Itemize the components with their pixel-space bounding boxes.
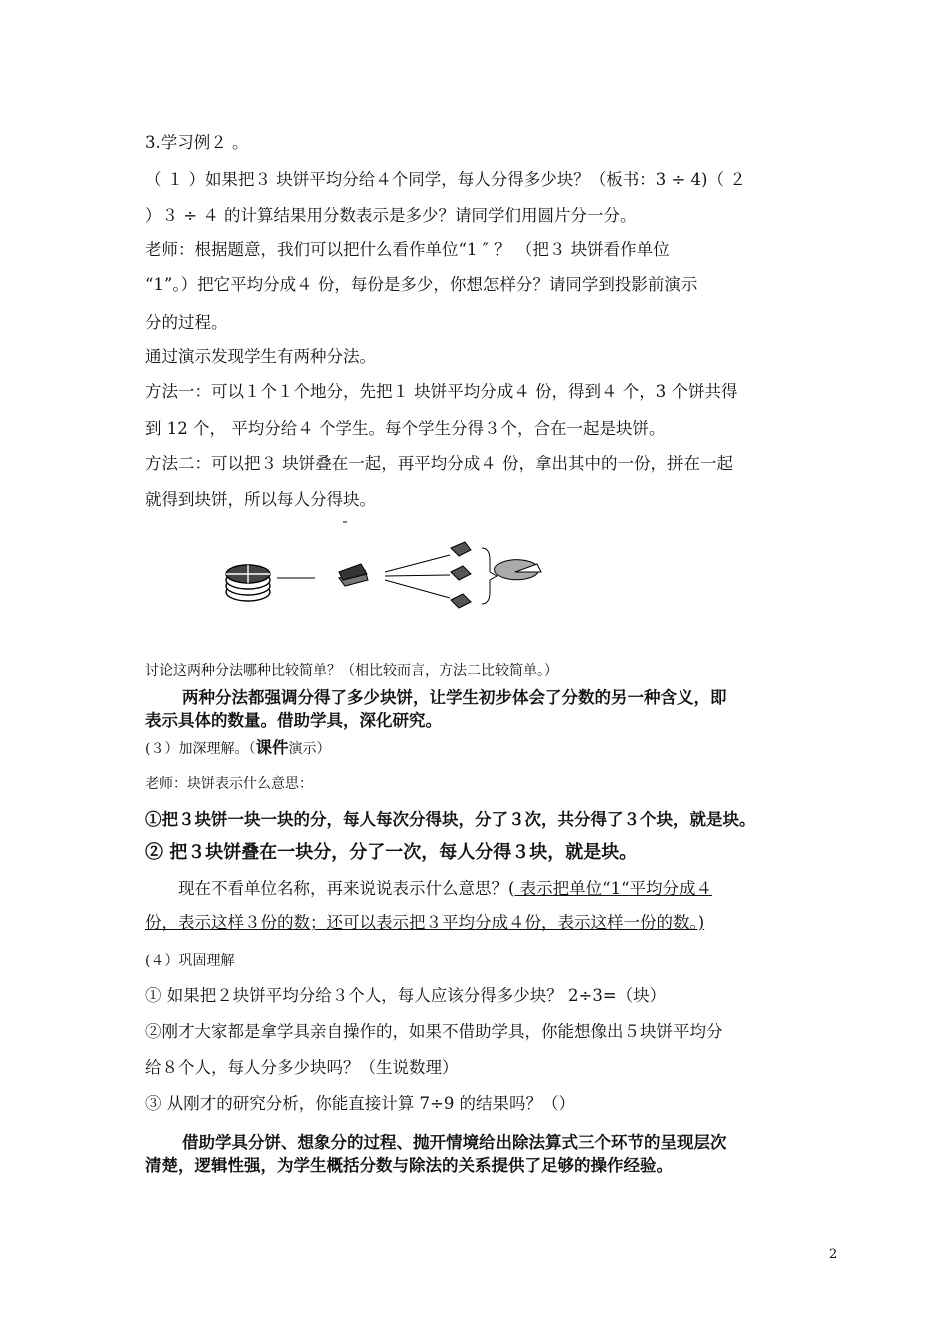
text-line: (４）巩固理解 — [145, 953, 235, 969]
text-line: 份，表示这样３份的数；还可以表示把３平均分成４份，表示这样一份的数。) — [145, 913, 705, 932]
text-line: 讨论这两种分法哪种比较简单？（相比较而言，方法二比较简单。） — [145, 663, 558, 679]
text-line: 老师：块饼表示什么意思： — [145, 776, 313, 792]
text-line: 方法二：可以把３ 块饼叠在一起，再平均分成４ 份，拿出其中的一份，拼在一起 — [145, 454, 733, 473]
wedge-stack-icon — [339, 564, 368, 586]
commentary-line: 清楚，逻辑性强，为学生概括分数与除法的关系提供了足够的操作经验。 — [145, 1156, 673, 1175]
text-segment: 演示） — [288, 741, 331, 757]
text-segment: 表示把单位“1“平均分成４ — [514, 879, 713, 898]
brace-icon — [482, 548, 497, 604]
stacked-pies-icon — [226, 565, 270, 601]
text-line: ② 把３块饼叠在一块分，分了一次，每人分得３块，就是块。 — [145, 842, 638, 863]
text-line: 就得到块饼，所以每人分得块。 — [145, 490, 376, 509]
text-line: ① 如果把２块饼平均分给３个人，每人应该分得多少块？ 2÷3=（块） — [145, 986, 667, 1005]
commentary-line: 借助学具分饼、想象分的过程、抛开情境给出除法算式三个环节的呈现层次 — [182, 1133, 727, 1152]
page-number: 2 — [829, 1247, 838, 1262]
text-line: ）３ ÷ ４ 的计算结果用分数表示是多少？请同学们用圆片分一分。 — [145, 206, 637, 225]
text-line: （ １ ）如果把３ 块饼平均分给４个同学，每人分得多少块？（板书：3 ÷ 4)（ ２ — [145, 170, 746, 189]
text-segment: (３）加深理解。（ — [145, 741, 256, 757]
text-line: ③ 从刚才的研究分析，你能直接计算 7÷9 的结果吗？（） — [145, 1094, 576, 1113]
wedge-piece-icons — [451, 542, 471, 608]
combined-pie-icon — [495, 560, 541, 580]
text-segment: 课件 — [255, 738, 289, 757]
text-line: 方法一：可以１个１个地分，先把１ 块饼平均分成４ 份，得到４ 个，3 个饼共得 — [145, 382, 738, 401]
text-line: “1”。）把它平均分成４ 份，每份是多少，你想怎样分？请同学到投影前演示 — [145, 275, 698, 294]
text-line: 到 12 个， 平均分给４ 个学生。每个学生分得３个，合在一起是块饼。 — [145, 419, 666, 438]
pie-division-figure — [215, 520, 555, 625]
commentary-line: 两种分法都强调分得了多少块饼，让学生初步体会了分数的另一种含义，即 — [182, 688, 727, 707]
text-line: 通过演示发现学生有两种分法。 — [145, 347, 376, 366]
text-line: 给８个人，每人分多少块吗？（生说数理） — [145, 1058, 459, 1077]
commentary-line: 表示具体的数量。借助学具，深化研究。 — [145, 711, 442, 730]
text-line — [178, 879, 712, 899]
text-segment: 现在不看单位名称，再来说说表示什么意思？( — [178, 879, 515, 898]
text-line: ②刚才大家都是拿学具亲自操作的，如果不借助学具，你能想像出５块饼平均分 — [145, 1022, 723, 1041]
split-arrows — [385, 555, 450, 598]
text-line: 分的过程。 — [145, 313, 228, 332]
text-line: 老师：根据题意，我们可以把什么看作单位“1 ″ ？ （把３ 块饼看作单位 — [145, 240, 670, 259]
text-line — [145, 738, 330, 759]
text-line: ①把３块饼一块一块的分，每人每次分得块，分了３次，共分得了３个块，就是块。 — [145, 810, 756, 829]
text-line: 3.学习例２ 。 — [145, 133, 249, 152]
